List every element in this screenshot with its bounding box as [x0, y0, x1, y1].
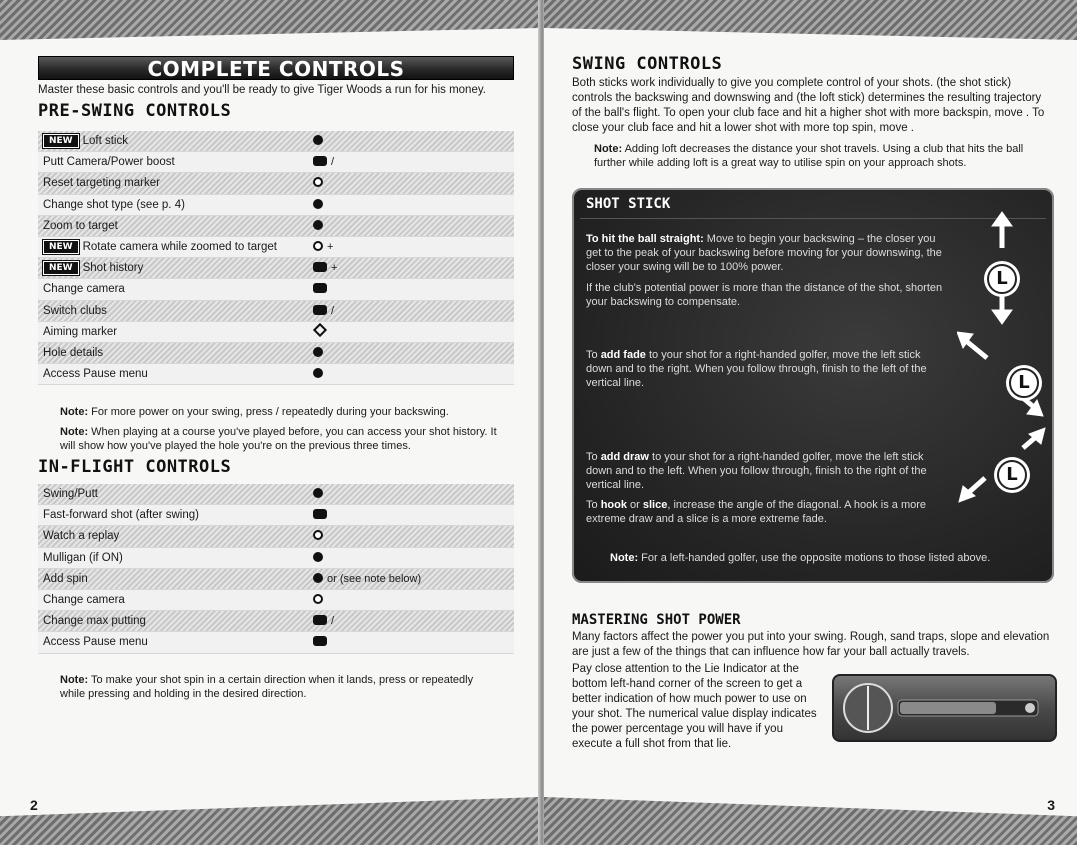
- control-label-text: Change camera: [43, 593, 125, 606]
- control-label-text: Shot history: [82, 262, 144, 275]
- page-number-left: 2: [30, 797, 38, 813]
- control-label-text: Hole details: [43, 346, 104, 359]
- control-row: [38, 237, 514, 258]
- control-binding-text: /: [331, 304, 335, 317]
- controller-button-icon: [313, 509, 327, 519]
- control-label-text: Change camera: [43, 283, 125, 296]
- control-label: [43, 632, 148, 653]
- control-binding: [313, 569, 421, 590]
- hook-pre: To: [586, 499, 598, 511]
- lie-indicator-graphic: [834, 676, 1055, 740]
- control-label-text: Aiming marker: [43, 325, 118, 338]
- note-label: Note:: [60, 426, 89, 438]
- swing-note: [594, 142, 1049, 170]
- control-label-text: Rotate camera while zoomed to target: [82, 240, 277, 253]
- draw-label: add draw: [600, 451, 649, 463]
- control-binding: [313, 632, 331, 653]
- control-label-text: Switch clubs: [43, 304, 107, 317]
- control-row: [38, 569, 514, 590]
- controller-button-icon: [313, 262, 327, 272]
- control-binding: [313, 279, 331, 300]
- straight-text: [586, 232, 946, 274]
- control-label: [43, 173, 160, 194]
- swing-controls-heading: SWING CONTROLS: [572, 54, 723, 74]
- control-binding: [313, 195, 327, 216]
- control-row: [38, 632, 514, 653]
- left-stick-icon: L: [1009, 368, 1039, 398]
- control-binding-text: +: [331, 262, 338, 275]
- control-binding: [313, 216, 327, 237]
- control-label-text: Fast-forward shot (after swing): [43, 509, 199, 522]
- control-binding-text: or (see note below): [327, 572, 422, 585]
- control-label-text: Access Pause menu: [43, 368, 148, 381]
- control-label: [43, 505, 199, 526]
- control-binding: [313, 173, 327, 194]
- control-label: [43, 237, 277, 258]
- control-binding-text: /: [331, 615, 335, 628]
- bottom-stripe: [0, 797, 540, 845]
- slice-label: slice: [642, 499, 668, 511]
- lie-indicator-image: [832, 674, 1057, 742]
- control-label-text: Watch a replay: [43, 530, 120, 543]
- control-label-text: Add spin: [43, 572, 88, 585]
- controller-button-icon: [313, 573, 323, 583]
- bottom-stripe: [544, 797, 1077, 845]
- controller-button-icon: [313, 156, 327, 166]
- control-binding: [313, 301, 334, 322]
- controller-button-icon: [313, 135, 323, 145]
- control-label-text: Mulligan (if ON): [43, 551, 123, 564]
- mastering-heading: MASTERING SHOT POWER: [572, 612, 741, 628]
- draw-body: to your shot for a right-handed golfer, move the left stick down and to the left. When you follow through, finish to the right of the vertical line.: [586, 451, 927, 491]
- controller-button-icon: [313, 552, 323, 562]
- top-stripe: [0, 0, 540, 40]
- control-label: [43, 484, 98, 505]
- left-handed-note: [610, 551, 1040, 565]
- control-label: [43, 195, 185, 216]
- note-text: For more power on your swing, press / repeatedly during your backswing.: [91, 406, 449, 418]
- controller-button-icon: [313, 488, 323, 498]
- controller-button-icon: [313, 283, 327, 293]
- control-row: [38, 343, 514, 364]
- control-label: [43, 258, 143, 279]
- straight-label: To hit the ball straight:: [586, 233, 704, 245]
- control-label-text: Swing/Putt: [43, 488, 98, 500]
- in-flight-heading: IN-FLIGHT CONTROLS: [38, 457, 232, 477]
- controller-button-icon: [313, 199, 323, 209]
- controller-button-icon: [313, 323, 327, 337]
- swing-controls-text: Both sticks work individually to give you complete control of your shots. (the shot stick) controls the backswing and downswing and (the loft stick) determines the resulting trajectory of the ball's flight. To open your club face and hit a higher shot with more backspin, move . To close your club face and hit a lower shot with more top spin, move .: [572, 77, 1045, 134]
- control-label: [43, 322, 117, 343]
- note-text: For a left-handed golfer, use the opposite motions to those listed above.: [641, 552, 991, 564]
- note-label: Note:: [610, 552, 639, 564]
- draw-text: [586, 450, 946, 492]
- control-row: [38, 301, 514, 322]
- control-binding: [313, 322, 329, 343]
- note-label: Note:: [60, 406, 89, 418]
- control-row: [38, 364, 514, 385]
- control-binding: [313, 343, 327, 364]
- control-label: [43, 590, 125, 611]
- control-row: [38, 152, 514, 173]
- control-binding: [313, 611, 334, 632]
- hook-slice-text: [586, 498, 946, 526]
- control-binding: [313, 258, 337, 279]
- mastering-text: Many factors affect the power you put into your swing. Rough, sand traps, slope and elevation are just a few of the things that can influence how far your ball actually travels.: [572, 631, 1050, 658]
- note-text: Adding loft decreases the distance your shot travels. Using a club that hits the ball further while adding loft is a great way to utilise spin on your approach shots.: [594, 143, 1024, 169]
- note-spin: [60, 673, 500, 701]
- control-binding-text: /: [331, 156, 335, 169]
- note-label: Note:: [60, 674, 89, 686]
- new-badge: NEW: [43, 134, 79, 148]
- shot-stick-panel: [572, 188, 1054, 583]
- control-label-text: Change shot type (see p. 4): [43, 198, 185, 211]
- in-flight-table: [38, 484, 514, 654]
- control-label-text: Access Pause menu: [43, 636, 148, 649]
- controller-button-icon: [313, 177, 323, 187]
- control-row: [38, 611, 514, 632]
- control-label-text: Zoom to target: [43, 219, 118, 232]
- note-label: Note:: [594, 143, 623, 155]
- new-badge: NEW: [43, 261, 79, 275]
- control-label-text: Change max putting: [43, 615, 146, 628]
- control-row: [38, 484, 514, 505]
- control-row: [38, 505, 514, 526]
- note-text: To make your shot spin in a certain direction when it lands, press or repeatedly while pressing and holding in the desired direction.: [60, 674, 474, 700]
- control-binding: [313, 237, 333, 258]
- top-stripe: [544, 0, 1077, 40]
- controller-button-icon: [313, 347, 323, 357]
- intro-text: Master these basic controls and you'll be ready to give Tiger Woods a run for his money.: [38, 84, 486, 96]
- control-binding: [313, 590, 327, 611]
- hook-body: , increase the angle of the diagonal. A hook is a more extreme draw and a slice is a more extreme fade.: [586, 499, 927, 525]
- control-binding: [313, 364, 327, 385]
- control-binding: [313, 152, 334, 173]
- controller-button-icon: [313, 615, 327, 625]
- control-label: [43, 216, 118, 237]
- potential-text: If the club's potential power is more than the distance of the shot, shorten your backswing to compensate.: [586, 282, 943, 308]
- control-label-text: Putt Camera/Power boost: [43, 156, 175, 169]
- control-row: [38, 131, 514, 152]
- straight-body: Move to begin your backswing – the closer you get to the peak of your backswing before moving for your downswing, the closer your swing will be to 100% power.: [586, 233, 942, 273]
- controller-button-icon: [313, 305, 327, 315]
- pre-swing-heading: PRE-SWING CONTROLS: [38, 101, 232, 121]
- control-label: [43, 548, 123, 569]
- fade-body: to your shot for a right-handed golfer, move the left stick down and to the right. When you follow through, finish to the left of the vertical line.: [586, 349, 927, 389]
- hook-label: hook: [600, 499, 627, 511]
- note-power: [60, 405, 510, 419]
- control-row: [38, 526, 514, 547]
- control-row: [38, 590, 514, 611]
- control-binding: [313, 131, 327, 152]
- control-row: [38, 258, 514, 279]
- fade-label: add fade: [600, 349, 646, 361]
- draw-pre: To: [586, 451, 598, 463]
- complete-controls-banner: COMPLETE CONTROLS: [38, 56, 514, 80]
- control-label: [43, 152, 175, 173]
- control-row: [38, 195, 514, 216]
- pre-swing-table: [38, 131, 514, 385]
- controller-button-icon: [313, 220, 323, 230]
- left-stick-icon: L: [987, 264, 1017, 294]
- control-label: [43, 343, 103, 364]
- fade-text: [586, 348, 946, 390]
- control-row: [38, 216, 514, 237]
- control-label: [43, 301, 107, 322]
- control-label-text: Reset targeting marker: [43, 177, 160, 190]
- note-shot-history: [60, 425, 510, 453]
- hook-or: or: [630, 499, 640, 511]
- control-label: [43, 569, 88, 590]
- lie-indicator-text: Pay close attention to the Lie Indicator at the bottom left-hand corner of the screen to get a better indication of how much power to use on your shot. The numerical value display indicates the power percentage you will have if you execute a full shot from that lie.: [572, 663, 817, 750]
- control-label-text: Loft stick: [82, 135, 128, 147]
- control-label: [43, 364, 148, 385]
- control-binding: [313, 505, 331, 526]
- note-text: When playing at a course you've played before, you can access your shot history. It will show how you've played the hole you're on the previous three times.: [60, 426, 497, 452]
- control-label: [43, 131, 128, 152]
- page-number-right: 3: [1047, 797, 1055, 813]
- controller-button-icon: [313, 636, 327, 646]
- control-label: [43, 526, 119, 547]
- control-row: [38, 279, 514, 300]
- controller-button-icon: [313, 530, 323, 540]
- controller-button-icon: [313, 368, 323, 378]
- left-stick-icon: L: [997, 460, 1027, 490]
- control-row: [38, 322, 514, 343]
- control-row: [38, 173, 514, 194]
- controller-button-icon: [313, 241, 323, 251]
- control-binding: [313, 484, 327, 505]
- controller-button-icon: [313, 594, 323, 604]
- control-binding: [313, 526, 327, 547]
- control-row: [38, 548, 514, 569]
- shot-stick-title: SHOT STICK: [586, 196, 671, 212]
- new-badge: NEW: [43, 240, 79, 254]
- control-binding: [313, 548, 327, 569]
- control-label: [43, 611, 146, 632]
- control-label: [43, 279, 125, 300]
- fade-pre: To: [586, 349, 598, 361]
- control-binding-text: +: [327, 240, 334, 253]
- right-page: [544, 0, 1077, 845]
